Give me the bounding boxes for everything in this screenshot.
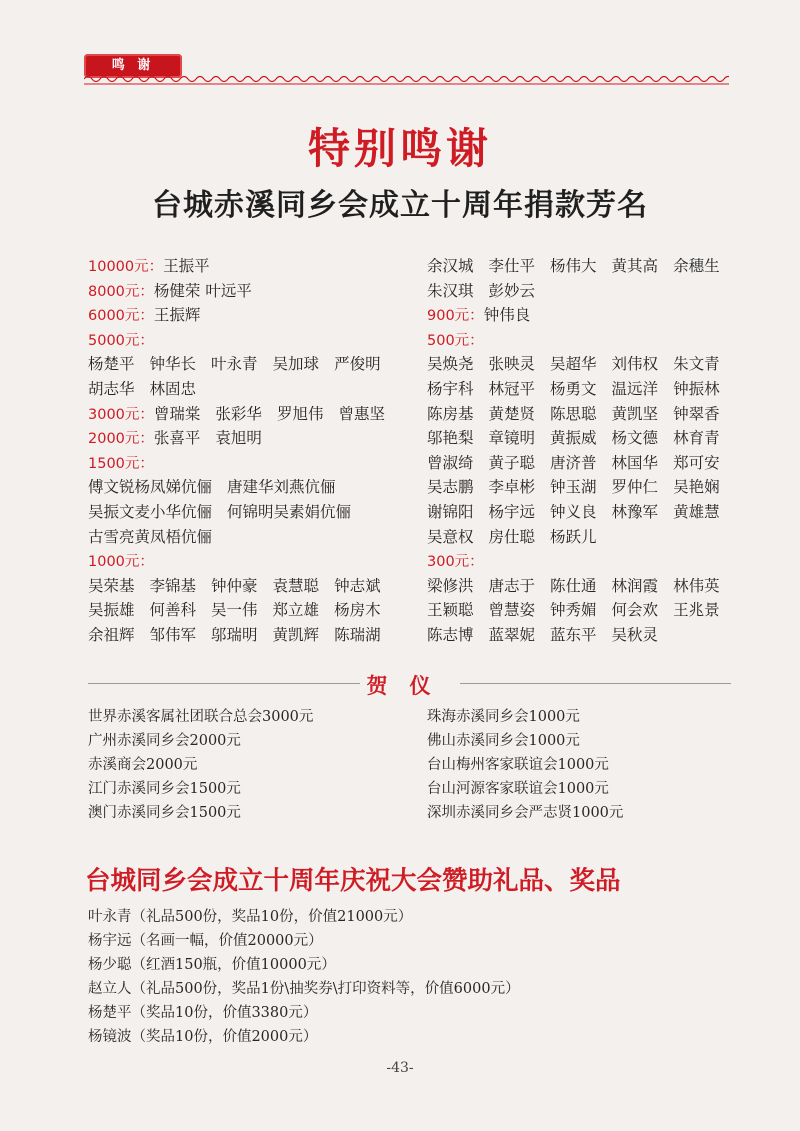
donor-name: 黄凯辉 xyxy=(272,625,320,644)
donation-row xyxy=(88,402,408,427)
list-item: 珠海赤溪同乡会1000元 xyxy=(427,709,580,725)
list-item: 江门赤溪同乡会1500元 xyxy=(88,781,241,797)
donor-names xyxy=(427,282,535,300)
list-item: 赤溪商会2000元 xyxy=(88,757,198,773)
donor-name: 黄凯坚 xyxy=(611,404,659,423)
donor-name: 吴秋灵 xyxy=(611,625,659,644)
donor-name: 曾慧姿 xyxy=(488,601,536,620)
donor-name: 杨跃儿 xyxy=(550,527,597,546)
congrats-list-right xyxy=(427,705,623,825)
donation-row xyxy=(427,303,747,328)
donation-row xyxy=(427,426,747,451)
donor-name: 林豫军 xyxy=(611,502,659,521)
donor-name: 唐建华刘燕伉俪 xyxy=(227,478,336,497)
donor-name: 陈思聪 xyxy=(550,404,597,423)
donation-row xyxy=(88,279,408,304)
donor-name: 郑立雄 xyxy=(272,601,320,620)
donor-name: 钟振林 xyxy=(673,379,720,398)
donor-name: 朱汉琪 xyxy=(427,281,474,300)
donor-name: 房仕聪 xyxy=(488,527,536,546)
donation-level: 8000元： xyxy=(88,283,154,300)
donation-row xyxy=(427,549,747,574)
donor-name: 王振平 xyxy=(163,257,210,275)
donation-level: 3000元： xyxy=(88,406,154,423)
donor-names xyxy=(427,528,597,546)
donation-row xyxy=(427,402,747,427)
donor-names xyxy=(427,405,720,423)
donor-name: 吴荣基 xyxy=(88,576,135,595)
donor-names xyxy=(88,503,351,521)
donor-name: 杨健荣 叶远平 xyxy=(153,281,252,300)
donor-name: 吴振文麦小华伉俪 xyxy=(88,502,213,521)
donor-name: 余祖辉 xyxy=(88,625,135,644)
donor-name: 林伟英 xyxy=(673,576,720,595)
donor-name: 曾惠坚 xyxy=(338,404,385,423)
section-tag: 鸣 谢 xyxy=(84,54,182,78)
donor-name: 刘伟权 xyxy=(611,355,659,374)
donor-name: 李仕平 xyxy=(488,257,536,275)
donor-name: 曾瑞棠 xyxy=(153,404,201,423)
donation-row xyxy=(427,574,747,599)
donor-name: 钟志斌 xyxy=(334,576,381,595)
donor-names xyxy=(88,528,212,546)
donor-name: 何善科 xyxy=(149,601,197,620)
donor-name: 朱文青 xyxy=(673,355,720,374)
donor-name: 邬瑞明 xyxy=(211,625,258,644)
donation-row xyxy=(88,352,408,377)
donor-name: 吴焕尧 xyxy=(427,355,474,374)
donor-names xyxy=(163,257,210,275)
donor-name: 陈仕通 xyxy=(550,576,597,595)
donor-name: 林国华 xyxy=(611,453,659,472)
donation-row xyxy=(427,377,747,402)
donation-level: 10000元： xyxy=(88,259,164,275)
donor-names xyxy=(427,626,658,644)
donor-names xyxy=(154,429,262,447)
donor-name: 黄振威 xyxy=(550,429,597,448)
donor-name: 杨宇科 xyxy=(427,379,474,398)
donor-name: 王兆景 xyxy=(673,601,720,620)
donor-name: 邬艳梨 xyxy=(427,429,474,448)
donation-row xyxy=(88,451,408,476)
donor-names xyxy=(88,478,336,496)
donor-name: 杨房木 xyxy=(334,601,381,620)
donation-row xyxy=(88,500,408,525)
donation-row xyxy=(427,279,747,304)
donation-level: 6000元： xyxy=(88,308,154,325)
donor-name: 王振辉 xyxy=(153,306,201,325)
donor-name: 罗仲仁 xyxy=(611,478,659,497)
donor-name: 黄楚贤 xyxy=(488,404,536,423)
donor-names xyxy=(154,282,252,300)
donation-list-right xyxy=(427,254,747,648)
donor-name: 吴意权 xyxy=(427,527,474,546)
donor-names xyxy=(154,405,385,423)
donor-name: 傅文锐杨凤娣伉俪 xyxy=(88,478,213,497)
donor-name: 黄其高 xyxy=(611,257,659,275)
list-item: 叶永青（礼品500份，奖品10份，价值21000元） xyxy=(88,909,413,925)
donor-name: 林润霞 xyxy=(611,576,659,595)
donation-list-left xyxy=(88,254,408,648)
donor-name: 张彩华 xyxy=(215,404,262,423)
list-item: 澳门赤溪同乡会1500元 xyxy=(88,805,241,821)
donor-name: 罗旭伟 xyxy=(276,404,324,423)
donor-names xyxy=(88,601,381,619)
donor-name: 邹伟军 xyxy=(149,625,197,644)
donation-row xyxy=(88,254,408,279)
donor-names xyxy=(88,577,381,595)
donor-name: 古雪亮黄凤梧伉俪 xyxy=(88,527,213,546)
donor-names xyxy=(154,306,201,324)
donor-name: 黄子聪 xyxy=(488,453,536,472)
divider-line-right xyxy=(460,683,731,684)
list-item: 广州赤溪同乡会2000元 xyxy=(88,733,241,749)
donation-row xyxy=(88,623,408,648)
donor-name: 温远洋 xyxy=(611,379,659,398)
donation-row xyxy=(88,426,408,451)
donor-name: 钟伟良 xyxy=(483,306,531,325)
donation-row xyxy=(427,623,747,648)
page-title: 特别鸣谢 xyxy=(307,124,492,173)
donor-name: 王颖聪 xyxy=(427,601,474,620)
list-item: 杨楚平（奖品10份，价值3380元） xyxy=(88,1005,318,1021)
list-item: 台山梅州客家联谊会1000元 xyxy=(427,757,609,773)
donor-name: 叶永青 xyxy=(211,355,258,374)
donor-names xyxy=(427,601,720,619)
donor-name: 蓝东平 xyxy=(550,625,597,644)
donor-name: 钟华长 xyxy=(149,355,197,374)
donation-row xyxy=(427,328,747,353)
donation-row xyxy=(427,598,747,623)
gifts-title: 台城同乡会成立十周年庆祝大会赞助礼品、奖品 xyxy=(85,866,621,896)
donor-name: 钟玉湖 xyxy=(550,478,597,497)
donation-row xyxy=(88,475,408,500)
donor-name: 钟翠香 xyxy=(673,404,720,423)
donation-row xyxy=(88,549,408,574)
donor-name: 郑可安 xyxy=(673,453,720,472)
donor-name: 唐志于 xyxy=(488,576,536,595)
donor-names xyxy=(88,355,381,373)
list-item: 杨宇远（名画一幅，价值20000元） xyxy=(88,933,323,949)
donation-row xyxy=(427,475,747,500)
congrats-list-left xyxy=(88,705,313,825)
donor-name: 杨勇文 xyxy=(550,379,597,398)
donor-names xyxy=(427,429,720,447)
donation-row xyxy=(88,574,408,599)
donor-names xyxy=(88,626,381,644)
list-item: 赵立人（礼品500份，奖品1份\抽奖券\打印资料等，价值6000元） xyxy=(88,981,520,997)
donor-names xyxy=(427,454,720,472)
donation-row xyxy=(88,303,408,328)
donor-name: 余穗生 xyxy=(673,257,720,275)
donor-names xyxy=(427,257,720,275)
donor-name: 袁慧聪 xyxy=(272,576,320,595)
donor-name: 黄雄慧 xyxy=(673,502,720,521)
donor-name: 杨楚平 xyxy=(88,355,135,374)
donation-level: 1000元： xyxy=(88,554,154,571)
donor-name: 严俊明 xyxy=(334,355,381,374)
donor-name: 林冠平 xyxy=(488,379,536,398)
donation-row xyxy=(88,377,408,402)
donor-names xyxy=(427,355,720,373)
donor-name: 吴一伟 xyxy=(211,601,258,620)
donor-name: 曾淑绮 xyxy=(427,453,474,472)
donor-name: 李锦基 xyxy=(149,576,197,595)
donation-row xyxy=(427,254,747,279)
donor-name: 章镜明 xyxy=(488,429,536,448)
donation-level: 300元： xyxy=(427,554,484,571)
donor-name: 杨宇远 xyxy=(488,502,536,521)
donor-name: 胡志华 xyxy=(88,379,135,398)
donor-name: 钟仲豪 xyxy=(211,576,258,595)
gifts-list xyxy=(88,905,520,1049)
list-item: 台山河源客家联谊会1000元 xyxy=(427,781,609,797)
donor-name: 何锦明吴素娟伉俪 xyxy=(227,502,352,521)
congrats-divider xyxy=(88,670,731,696)
donor-name: 吴艳娴 xyxy=(673,478,720,497)
donor-name: 梁修洪 xyxy=(427,576,474,595)
donor-name: 林育青 xyxy=(673,429,720,448)
page-number: -43- xyxy=(386,1060,414,1076)
congrats-title: 贺仪 xyxy=(366,674,453,698)
page-subtitle: 台城赤溪同乡会成立十周年捐款芳名 xyxy=(152,188,648,223)
donor-name: 陈房基 xyxy=(427,404,474,423)
donation-level: 500元： xyxy=(427,332,484,349)
donor-name: 袁旭明 xyxy=(215,429,262,448)
donation-row xyxy=(88,598,408,623)
donation-row xyxy=(427,352,747,377)
donation-row xyxy=(88,525,408,550)
donor-names xyxy=(427,577,720,595)
donor-name: 张喜平 xyxy=(153,429,201,448)
donor-name: 杨伟大 xyxy=(550,257,597,275)
donor-names xyxy=(427,380,720,398)
list-item: 佛山赤溪同乡会1000元 xyxy=(427,733,580,749)
donor-name: 杨文德 xyxy=(611,429,659,448)
donor-name: 吴超华 xyxy=(550,355,597,374)
donor-name: 钟义良 xyxy=(550,502,597,521)
donor-name: 唐济普 xyxy=(550,453,597,472)
donor-name: 吴振雄 xyxy=(88,601,135,620)
donor-name: 李卓彬 xyxy=(488,478,536,497)
donor-name: 陈瑞湖 xyxy=(334,625,381,644)
donor-name: 蓝翠妮 xyxy=(488,625,536,644)
donation-row xyxy=(427,451,747,476)
donor-name: 何会欢 xyxy=(611,601,659,620)
donation-level: 2000元： xyxy=(88,431,154,448)
donor-names xyxy=(427,503,720,521)
donation-row xyxy=(427,500,747,525)
donation-level: 900元： xyxy=(427,308,484,325)
donor-name: 陈志博 xyxy=(427,625,474,644)
donor-names xyxy=(427,478,720,496)
donation-row xyxy=(88,328,408,353)
donor-name: 吴加球 xyxy=(272,355,320,374)
donation-level: 5000元： xyxy=(88,332,154,349)
decorative-wave-rule xyxy=(84,72,729,86)
list-item: 杨少聪（红酒150瓶，价值10000元） xyxy=(88,957,336,973)
donor-names xyxy=(88,380,196,398)
donor-name: 吴志鹏 xyxy=(427,478,474,497)
donor-name: 钟秀媚 xyxy=(550,601,597,620)
donor-name: 谢锦阳 xyxy=(427,502,474,521)
donor-name: 林固忠 xyxy=(149,379,197,398)
donor-name: 余汉城 xyxy=(427,257,474,275)
list-item: 深圳赤溪同乡会严志贤1000元 xyxy=(427,805,624,821)
donor-name: 彭妙云 xyxy=(488,281,536,300)
donor-names xyxy=(484,306,531,324)
donor-name: 张映灵 xyxy=(488,355,536,374)
list-item: 杨镜波（奖品10份，价值2000元） xyxy=(88,1029,318,1045)
donation-level: 1500元： xyxy=(88,455,154,472)
list-item: 世界赤溪客属社团联合总会3000元 xyxy=(88,709,314,725)
donation-row xyxy=(427,525,747,550)
